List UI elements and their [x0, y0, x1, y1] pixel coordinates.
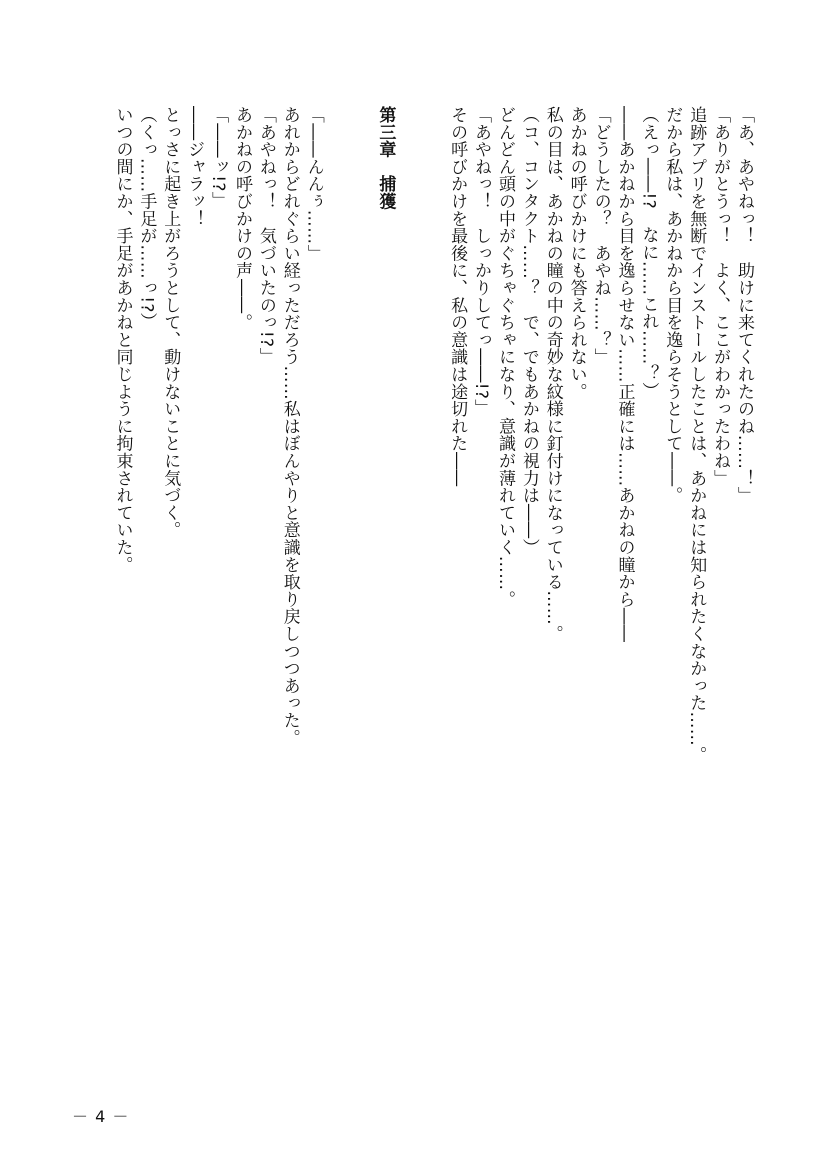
- text-line: 「どうしたの？ あやね……？」: [590, 106, 611, 366]
- text-line: 「あ、あやねっ！ 助けに来てくれたのね……！」: [734, 106, 754, 504]
- blank-line: [349, 106, 373, 107]
- text-line: （えっ――!? なに……これ……？）: [638, 106, 659, 400]
- blank-line: [396, 106, 420, 107]
- text-line: あかねの呼びかけにも答えられない。: [566, 106, 587, 401]
- page-number: － 4 －: [72, 1107, 130, 1126]
- text-line: どんどん頭の中がぐちゃぐちゃになり、意識が薄れていく……。: [494, 106, 515, 608]
- text-line: 「――ッ!?」: [208, 106, 229, 209]
- text-line: ――ジャラッ！: [184, 106, 205, 228]
- text-line: ――あかねから目を逸らせない……正確には……あかねの瞳から――: [614, 106, 635, 643]
- text-line: 「あやねっ！ しっかりしてっ――!?」: [471, 106, 492, 417]
- text-line: あれからどれぐらい経っただろう……私はぼんやりと意識を取り戻しつつあった。: [279, 106, 300, 747]
- text-line: 「――んんぅ……」: [303, 106, 324, 262]
- blank-line: [325, 106, 349, 107]
- text-line: 「あやねっ！ 気づいたのっ!?」: [255, 106, 276, 365]
- chapter-title: 第三章 捕獲: [375, 106, 396, 210]
- blank-line: [420, 106, 444, 107]
- text-line: 追跡アプリを無断でインストールしたことは、あかねには知られたくなかった……。: [686, 106, 707, 764]
- text-line: 「ありがとうっ！ よく、ここがわかったわね」: [710, 106, 731, 487]
- text-line: だから私は、あかねから目を逸らそうとして――。: [662, 106, 683, 504]
- text-line: とっさに起き上がろうとして、動けないことに気づく。: [160, 106, 181, 539]
- text-line: （くっ……手足が……っ!?）: [136, 106, 157, 331]
- text-line: （コ、コンタクト……？ で、でもあかねの視力は――）: [518, 106, 539, 556]
- text-line: あかねの呼びかけの声――。: [231, 106, 252, 331]
- text-line: いつの間にか、手足があかねと同じように拘束されていた。: [112, 106, 133, 574]
- text-line: 私の目は、あかねの瞳の中の奇妙な紋様に釘付けになっている……。: [542, 106, 563, 643]
- body-text: [110, 106, 755, 1026]
- text-line: その呼びかけを最後に、私の意識は途切れた――: [447, 106, 468, 487]
